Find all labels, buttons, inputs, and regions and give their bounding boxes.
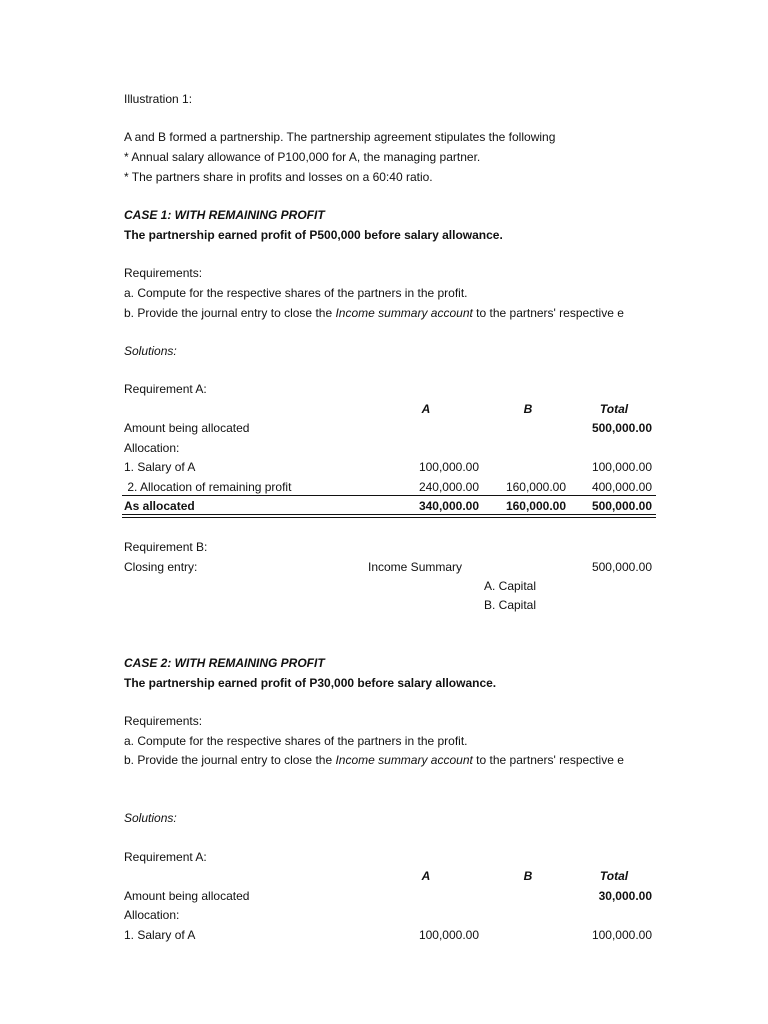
case2-amount-total: 30,000.00 (598, 889, 652, 903)
case2-col-total: Total (599, 869, 629, 883)
case1-entry-credit-2: B. Capital (484, 598, 537, 612)
case2-heading: CASE 2: WITH REMAINING PROFIT (124, 656, 325, 670)
case1-requirement-a: a. Compute for the respective shares of the partners in the profit. (124, 286, 468, 300)
illustration-title: Illustration 1: (124, 92, 193, 106)
case2-salary-label: 1. Salary of A (124, 928, 196, 942)
case1-allocated-total: 500,000.00 (591, 499, 652, 513)
case2-allocation-label: Allocation: (124, 908, 180, 922)
case2-statement: The partnership earned profit of P30,000 before salary allowance. (124, 676, 497, 690)
case1-col-a: A (421, 402, 431, 416)
case2-solutions-label: Solutions: (124, 811, 177, 825)
case1-salary-a: 100,000.00 (418, 460, 479, 474)
case1-remaining-label: 2. Allocation of remaining profit (124, 480, 292, 494)
case1-requirement-a-label: Requirement A: (124, 382, 207, 396)
case2-salary-total: 100,000.00 (591, 928, 652, 942)
case2-req-b-post: to the partners' respective e (472, 753, 624, 767)
case1-remaining-b: 160,000.00 (505, 480, 566, 494)
case1-solutions-label: Solutions: (124, 344, 177, 358)
intro-line-1: A and B formed a partnership. The partnership agreement stipulates the following (124, 130, 556, 144)
case1-salary-total: 100,000.00 (591, 460, 652, 474)
case1-entry-debit-amount: 500,000.00 (591, 560, 652, 574)
case1-requirements-label: Requirements: (124, 266, 203, 280)
case2-salary-a: 100,000.00 (418, 928, 479, 942)
case1-remaining-a: 240,000.00 (418, 480, 479, 494)
case1-entry-credit-1: A. Capital (484, 579, 537, 593)
case2-requirement-b (124, 753, 624, 767)
case1-requirement-b-label: Requirement B: (124, 540, 208, 554)
case1-closing-label: Closing entry: (124, 560, 198, 574)
case1-subtotal-rule (122, 495, 656, 496)
case2-amount-label: Amount being allocated (124, 889, 250, 903)
case1-allocation-label: Allocation: (124, 441, 180, 455)
case2-req-b-em: Income summary account (335, 753, 473, 767)
case1-salary-label: 1. Salary of A (124, 460, 196, 474)
case1-remaining-total: 400,000.00 (591, 480, 652, 494)
case1-amount-total: 500,000.00 (591, 421, 652, 435)
case1-allocated-label: As allocated (124, 499, 195, 513)
case1-amount-label: Amount being allocated (124, 421, 250, 435)
case1-col-b: B (523, 402, 533, 416)
intro-line-2: * Annual salary allowance of P100,000 for A, the managing partner. (124, 150, 481, 164)
case1-allocated-a: 340,000.00 (418, 499, 479, 513)
case2-col-a: A (421, 869, 431, 883)
case2-requirement-a-label: Requirement A: (124, 850, 207, 864)
case1-req-b-pre: b. Provide the journal entry to close the (124, 306, 336, 320)
case1-allocated-b: 160,000.00 (505, 499, 566, 513)
intro-line-3: * The partners share in profits and losses on a 60:40 ratio. (124, 170, 433, 184)
case2-requirements-label: Requirements: (124, 714, 203, 728)
case1-entry-debit-account: Income Summary (368, 560, 463, 574)
case2-col-b: B (523, 869, 533, 883)
case2-req-b-pre: b. Provide the journal entry to close the (124, 753, 336, 767)
case1-statement: The partnership earned profit of P500,000 before salary allowance. (124, 228, 503, 242)
case2-requirement-a: a. Compute for the respective shares of the partners in the profit. (124, 734, 468, 748)
case1-heading: CASE 1: WITH REMAINING PROFIT (124, 208, 325, 222)
case1-col-total: Total (599, 402, 629, 416)
case1-req-b-em: Income summary account (335, 306, 473, 320)
case1-req-b-post: to the partners' respective e (472, 306, 624, 320)
case1-total-double-rule (122, 514, 656, 518)
case1-requirement-b (124, 306, 624, 320)
